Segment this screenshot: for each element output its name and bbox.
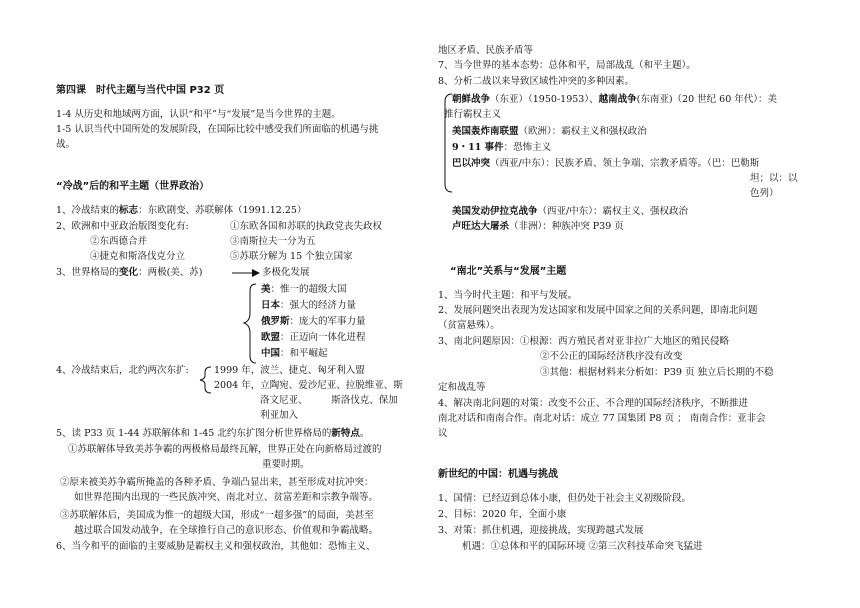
conflict-iraq xyxy=(452,205,688,220)
power-usa-name: 美 xyxy=(261,284,271,295)
iraq-war: 美国发动伊拉克战争 xyxy=(452,206,538,217)
power-japan xyxy=(261,299,356,314)
nato-1999: 1999 年，波兰、捷克、匈牙利入盟 xyxy=(214,365,365,376)
israel-palestine: 巴以冲突 xyxy=(452,158,491,169)
south-north-3: 3、南北问题原因：①根源：西方殖民者对亚非拉广大地区的殖民侵略 xyxy=(438,336,730,347)
multipolar-label: 多极化发展 xyxy=(262,267,310,278)
power-china-desc: ：和平崛起 xyxy=(280,348,328,359)
item-5 xyxy=(56,427,369,442)
south-north-3-b: ②不公正的国际经济秩序没有改变 xyxy=(540,351,683,362)
israel-palestine-desc: （西亚/中东）：民族矛盾、领土争端、宗教矛盾等。（巴：巴勒斯 xyxy=(490,158,760,169)
vietnam-war: 越南战争 xyxy=(598,94,637,105)
item-3-prefix: 3、世界格局的 xyxy=(56,267,120,278)
item-3-text: ：两极(美、苏) xyxy=(138,267,203,278)
power-china xyxy=(261,347,328,362)
event-911-desc: ：恐怖主义 xyxy=(503,142,552,153)
event-911: 9・11 事件 xyxy=(452,142,504,153)
korean-war-desc: （东亚）（1950-1953）、 xyxy=(490,94,599,105)
south-north-1: 1、当今时代主题：和平与发展。 xyxy=(438,290,578,301)
lesson-title: 第四课 时代主题与当代中国 P32 页 xyxy=(56,85,225,96)
section-heading-china: 新世纪的中国：机遇与挑战 xyxy=(438,469,558,480)
feature-2: ②原来被美苏争霸所掩盖的各种矛盾、争端凸显出来，甚至形成对抗冲突： xyxy=(60,477,374,488)
item-2-point-1: ①东欧各国和苏联的执政党丧失政权 xyxy=(230,221,383,232)
south-north-2: 2、发展问题突出表现为发达国家和发展中国家之间的关系问题，即南北问题 xyxy=(438,305,758,316)
feature-3-cont: 越过联合国发动战争，在全球推行自己的意识形态、价值观和争霸战略。 xyxy=(74,525,379,536)
korean-war: 朝鲜战争 xyxy=(452,94,491,105)
item-2-point-3: ③南斯拉夫一分为五 xyxy=(230,236,316,247)
arrow-right-icon xyxy=(232,266,262,280)
power-usa xyxy=(261,283,347,298)
conflict-korea-vietnam-cont: 推行霸权主义 xyxy=(444,109,502,120)
item-4: 4、冷战结束后，北约两次东扩: xyxy=(56,365,189,376)
power-usa-desc: ：惟一的超级大国 xyxy=(270,284,347,295)
item-2-point-4: ④捷克和斯洛伐克分立 xyxy=(90,251,186,262)
item-8: 8、分析二战以来导致区域性冲突的多种因素。 xyxy=(438,76,635,87)
item-2-point-2: ②东西德合并 xyxy=(90,236,148,247)
item-7: 7、当今世界的基本态势：总体和平，局部战乱（和平主题）。 xyxy=(438,60,696,71)
south-north-3-d: 定和战乱等 xyxy=(438,382,486,393)
conflict-israel-palestine xyxy=(452,157,759,172)
objective-1-4: 1-4 从历史和地域两方面，认识“和平”与“发展”是当今世界的主题。 xyxy=(56,109,341,120)
item-6-cont: 地区矛盾、民族矛盾等 xyxy=(438,45,534,56)
conflict-korea-vietnam xyxy=(452,93,777,108)
power-japan-name: 日本 xyxy=(261,300,281,311)
item-1-prefix: 1、冷战结束的 xyxy=(56,205,120,216)
item-3 xyxy=(56,266,202,281)
rwanda-desc: （非洲）：种族冲突 P39 页 xyxy=(509,221,624,232)
nato-2004-end: 利亚加入 xyxy=(260,410,299,421)
power-eu-desc: ：正迈向一体化进程 xyxy=(280,332,366,343)
rwanda-genocide: 卢旺达大屠杀 xyxy=(452,221,510,232)
china-opportunities: 机遇：①总体和平的国际环境 ②第三次科技革命突飞猛进 xyxy=(462,541,703,552)
feature-1-cont: 重要时期。 xyxy=(262,459,310,470)
item-1 xyxy=(56,204,306,219)
israel-palestine-end: 色列） xyxy=(750,188,779,199)
feature-1: ①苏联解体导致美苏争霸的两极格局最终瓦解，世界正处在向新格局过渡的 xyxy=(68,444,382,455)
china-2: 2、目标：2020 年，全面小康 xyxy=(438,509,567,520)
conflict-yugoslavia xyxy=(452,125,647,140)
power-eu-name: 欧盟 xyxy=(261,332,281,343)
south-north-4: 4、解决南北问题的对策：改变不公正、不合理的国际经济秩序，不断推进 xyxy=(438,398,749,409)
left-brace-icon xyxy=(242,283,258,365)
yugoslavia-bombing: 美国轰炸南联盟 xyxy=(452,126,519,137)
yugoslavia-desc: （欧洲）：霸权主义和强权政治 xyxy=(518,126,647,137)
item-5-text: 5、读 P33 页 1-44 苏联解体和 1-45 北约东扩图分析世界格局的 xyxy=(56,428,332,439)
item-1-keyword: 标志 xyxy=(119,205,139,216)
china-1: 1、国情：已经迈到总体小康，但仍处于社会主义初级阶段。 xyxy=(438,493,692,504)
item-2: 2、欧洲和中亚政治版图变化有: xyxy=(56,221,189,232)
power-russia-desc: ：庞大的军事力量 xyxy=(289,316,366,327)
section-heading-development: “南北”关系与“发展”主题 xyxy=(450,266,567,277)
power-china-name: 中国 xyxy=(261,348,281,359)
nato-2004-cont: 洛文尼亚、 斯洛伐克、保加 xyxy=(260,395,398,406)
power-russia xyxy=(261,315,366,330)
nato-2004: 2004 年，立陶宛、爱沙尼亚、拉脱维亚、斯 xyxy=(214,380,403,391)
china-3: 3、对策：抓住机遇，迎接挑战，实现跨越式发展 xyxy=(438,525,644,536)
item-6: 6、当今和平的面临的主要威胁是霸权主义和强权政治，其他如：恐怖主义、 xyxy=(56,541,376,552)
item-3-keyword: 变化 xyxy=(119,267,139,278)
power-japan-desc: ：强大的经济力量 xyxy=(280,300,357,311)
conflict-rwanda xyxy=(452,220,624,235)
conflict-911 xyxy=(452,141,551,156)
power-eu xyxy=(261,331,366,346)
item-5-end: 。 xyxy=(359,428,370,439)
objective-1-5-cont: 战。 xyxy=(56,139,76,150)
israel-palestine-cont: 坦；以：以 xyxy=(750,173,798,184)
item-2-point-5: ⑤苏联分解为 15 个独立国家 xyxy=(230,251,353,262)
feature-2-cont: 如世界范围内出现的一些民族冲突、南北对立、贫富差距和宗教争端等。 xyxy=(74,492,379,503)
item-1-text: ：东欧剧变、苏联解体（1991.12.25） xyxy=(138,205,307,216)
south-north-4-cont: 南北对话和南南合作。南北对话：成立 77 国集团 P8 页 ； 南南合作：亚非会 xyxy=(438,413,766,424)
iraq-war-desc: （西亚/中东）：霸权主义、强权政治 xyxy=(537,206,688,217)
power-russia-name: 俄罗斯 xyxy=(261,316,290,327)
objective-1-5: 1-5 认识当代中国所处的发展阶段，在国际比较中感受我们所面临的机遇与挑 xyxy=(56,124,379,135)
item-5-keyword: 新特点 xyxy=(331,428,360,439)
section-heading-peace: “冷战”后的和平主题（世界政治） xyxy=(56,181,210,192)
left-brace-icon xyxy=(199,366,213,394)
south-north-3-c: ③其他：根据材料来分析如：P39 页 独立后长期的不稳 xyxy=(540,367,774,378)
vietnam-war-desc: (东南亚)（20 世纪 60 年代）：美 xyxy=(636,94,778,105)
south-north-2-cont: （贫富悬殊）。 xyxy=(438,320,500,331)
south-north-4-end: 议 xyxy=(438,428,448,439)
feature-3: ③苏联解体后，美国成为惟一的超级大国，形成“一超多强”的局面，美甚至 xyxy=(60,510,374,521)
